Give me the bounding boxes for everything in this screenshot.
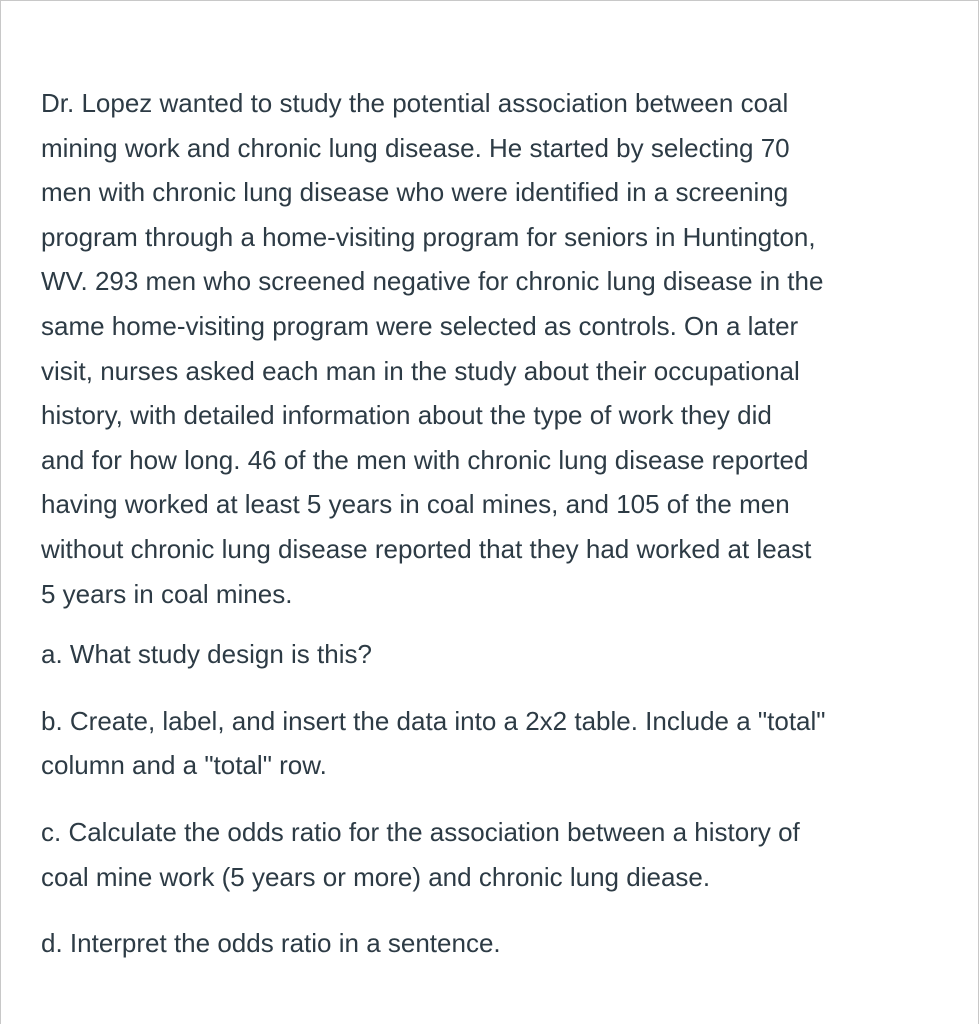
intro-line: men with chronic lung disease who were identified in a screening: [41, 177, 789, 208]
part-b-line: b. Create, label, and insert the data into a 2x2 table. Include a "total": [41, 705, 826, 736]
intro-line: visit, nurses asked each man in the study about their occupational: [41, 355, 800, 386]
intro-line: Dr. Lopez wanted to study the potential association between coal: [41, 88, 789, 118]
part-b-line: column and a "total" row.: [41, 750, 327, 781]
intro-line: same home-visiting program were selected as controls. On a later: [41, 310, 799, 341]
intro-line: mining work and chronic lung disease. He started by selecting 70: [41, 132, 790, 163]
intro-line: 5 years in coal mines.: [41, 578, 293, 609]
part-a: [41, 632, 941, 677]
intro-line: without chronic lung disease reported that they had worked at least: [41, 533, 812, 564]
part-d: [41, 921, 941, 966]
intro-line: program through a home-visiting program for seniors in Huntington,: [41, 221, 816, 252]
intro-line: having worked at least 5 years in coal mines, and 105 of the men: [41, 489, 790, 520]
part-c-line: coal mine work (5 years or more) and chronic lung diease.: [41, 861, 711, 892]
question-content: [41, 81, 941, 988]
intro-line: WV. 293 men who screened negative for chronic lung disease in the: [41, 266, 824, 297]
part-d-text: d. Interpret the odds ratio in a sentence.: [41, 928, 501, 959]
part-b: [41, 699, 941, 788]
part-c-line: c. Calculate the odds ratio for the association between a history of: [41, 816, 800, 847]
part-c: [41, 810, 941, 899]
intro-line: history, with detailed information about the type of work they did: [41, 400, 772, 431]
part-a-text: a. What study design is this?: [41, 639, 372, 670]
intro-line: and for how long. 46 of the men with chronic lung disease reported: [41, 444, 809, 475]
question-intro: [41, 81, 941, 616]
